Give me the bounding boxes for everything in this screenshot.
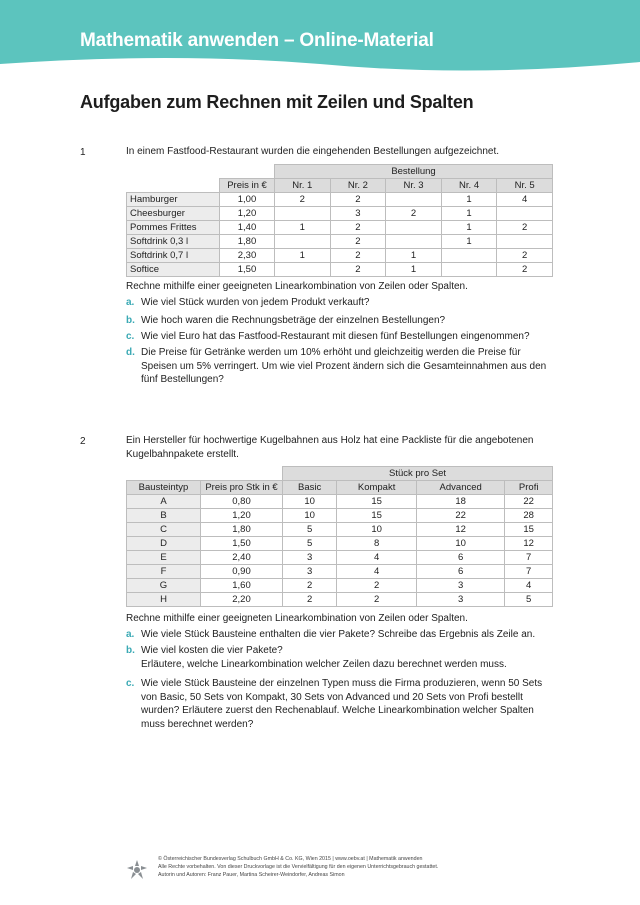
value-cell: 3 — [417, 593, 505, 607]
row-label: B — [127, 509, 201, 523]
task-2-intro: Ein Hersteller für hochwertige Kugelbahnen aus Holz hat eine Packliste für die angebotenen Kugelbahnpakete erstellt. — [126, 435, 534, 460]
row-label: A — [127, 495, 201, 509]
value-cell: 7 — [505, 565, 553, 579]
value-cell: 10 — [417, 537, 505, 551]
task-1-question-a — [126, 296, 556, 310]
value-cell: 4 — [505, 579, 553, 593]
value-cell — [441, 263, 497, 277]
orders-table-group-row — [127, 165, 553, 179]
price-cell: 2,40 — [201, 551, 283, 565]
column-header: Kompakt — [337, 481, 417, 495]
value-cell: 8 — [337, 537, 417, 551]
value-cell: 15 — [337, 495, 417, 509]
table-row — [127, 537, 553, 551]
value-cell: 5 — [505, 593, 553, 607]
value-cell: 10 — [283, 509, 337, 523]
question-letter: a. — [126, 297, 135, 308]
table-row — [127, 235, 553, 249]
table-row — [127, 523, 553, 537]
value-cell — [386, 235, 442, 249]
packlist-header-row — [127, 481, 553, 495]
value-cell: 2 — [337, 593, 417, 607]
column-header: Nr. 1 — [275, 179, 331, 193]
value-cell: 3 — [417, 579, 505, 593]
price-cell: 1,80 — [220, 235, 275, 249]
value-cell: 3 — [283, 565, 337, 579]
table-row — [127, 221, 553, 235]
value-cell: 2 — [330, 235, 386, 249]
value-cell: 4 — [497, 193, 553, 207]
price-header: Preis in € — [220, 179, 275, 193]
value-cell: 4 — [337, 565, 417, 579]
empty-cell — [220, 165, 275, 179]
question-letter: c. — [126, 678, 135, 689]
table-row — [127, 509, 553, 523]
table-row — [127, 263, 553, 277]
price-cell: 1,40 — [220, 221, 275, 235]
value-cell: 15 — [505, 523, 553, 537]
price-cell: 0,90 — [201, 565, 283, 579]
row-label: Cheesburger — [127, 207, 220, 221]
value-cell — [275, 207, 331, 221]
type-header: Bausteintyp — [127, 481, 201, 495]
task-1-question-d — [126, 346, 556, 387]
footer-line: Alle Rechte vorbehalten. Von dieser Druckvorlage ist die Vervielfältigung für den eigenen Unterrichtsgebrauch gestattet. — [158, 864, 439, 870]
question-letter: d. — [126, 347, 135, 358]
table-row — [127, 579, 553, 593]
price-cell: 1,00 — [220, 193, 275, 207]
value-cell: 2 — [330, 221, 386, 235]
question-text: Wie viele Stück Bausteine der einzelnen Typen muss die Firma produzieren, wenn 50 Sets von Basic, 50 Sets von Kompakt, 30 Sets von Advanced und 20 Sets von Profi bestellt wurden? Erläutere zuerst den Rechenablauf. Welche Linearkombination welcher Spalten muss berechnet werden? — [141, 678, 543, 730]
task-2-question-c — [126, 677, 556, 731]
price-cell: 1,20 — [201, 509, 283, 523]
task-1-question-c — [126, 330, 556, 344]
value-cell: 1 — [275, 221, 331, 235]
price-header: Preis pro Stk in € — [201, 481, 283, 495]
value-cell: 10 — [283, 495, 337, 509]
value-cell: 5 — [283, 537, 337, 551]
task-2-instruction: Rechne mithilfe einer geeigneten Linearkombination von Zeilen oder Spalten. — [126, 613, 468, 624]
price-cell: 1,60 — [201, 579, 283, 593]
row-label: H — [127, 593, 201, 607]
value-cell: 2 — [283, 593, 337, 607]
value-cell: 3 — [283, 551, 337, 565]
value-cell: 2 — [330, 249, 386, 263]
value-cell: 5 — [283, 523, 337, 537]
column-header: Nr. 4 — [441, 179, 497, 193]
table-row — [127, 551, 553, 565]
orders-table-header-row — [127, 179, 553, 193]
value-cell: 22 — [505, 495, 553, 509]
question-text: Wie hoch waren die Rechnungsbeträge der einzelnen Bestellungen? — [141, 315, 446, 326]
value-cell: 2 — [330, 193, 386, 207]
empty-cell — [201, 467, 283, 481]
value-cell: 3 — [330, 207, 386, 221]
table-row — [127, 207, 553, 221]
empty-cell — [127, 165, 220, 179]
question-text: Wie viele Stück Bausteine enthalten die vier Pakete? Schreibe das Ergebnis als Zeile an. — [141, 629, 536, 640]
row-label: Softdrink 0,3 l — [127, 235, 220, 249]
empty-cell — [127, 467, 201, 481]
task-number-1: 1 — [80, 147, 86, 158]
row-label: D — [127, 537, 201, 551]
price-cell: 2,20 — [201, 593, 283, 607]
table-row — [127, 593, 553, 607]
table-row — [127, 495, 553, 509]
value-cell: 2 — [497, 263, 553, 277]
value-cell: 6 — [417, 551, 505, 565]
column-header: Nr. 5 — [497, 179, 553, 193]
question-text: Wie viel Stück wurden von jedem Produkt verkauft? — [141, 297, 370, 308]
question-text: Erläutere, welche Linearkombination welcher Zeilen dazu berechnet werden muss. — [141, 658, 507, 670]
task-1-instruction: Rechne mithilfe einer geeigneten Linearkombination von Zeilen oder Spalten. — [126, 281, 468, 292]
question-text: Wie viel Euro hat das Fastfood-Restaurant mit diesen fünf Bestellungen eingenommen? — [141, 331, 530, 342]
row-label: F — [127, 565, 201, 579]
orders-table-body — [127, 193, 553, 277]
table-row — [127, 193, 553, 207]
value-cell: 1 — [441, 235, 497, 249]
column-header: Profi — [505, 481, 553, 495]
footer-text — [158, 855, 578, 879]
column-header: Basic — [283, 481, 337, 495]
question-text: Wie viel kosten die vier Pakete? — [141, 645, 283, 656]
footer-line: Autorin und Autoren: Franz Pauer, Martina Scheirer-Weindorfer, Andreas Simon — [158, 872, 345, 878]
table-row — [127, 565, 553, 579]
question-text: Die Preise für Getränke werden um 10% erhöht und gleichzeitig werden die Preise für Speisen um 5% verringert. Um wie viel Prozent ändern sich die Gesamteinnahmen aus den fünf Bestellungen? — [141, 347, 547, 385]
value-cell: 18 — [417, 495, 505, 509]
row-label: E — [127, 551, 201, 565]
value-cell: 2 — [275, 193, 331, 207]
packlist-table-body — [127, 495, 553, 607]
packlist-table — [126, 466, 553, 607]
value-cell — [275, 235, 331, 249]
value-cell: 15 — [337, 509, 417, 523]
value-cell: 1 — [441, 221, 497, 235]
packlist-group-header: Stück pro Set — [283, 467, 553, 481]
page-title: Aufgaben zum Rechnen mit Zeilen und Spalten — [80, 92, 474, 112]
column-header: Nr. 3 — [386, 179, 442, 193]
value-cell — [497, 207, 553, 221]
value-cell: 2 — [283, 579, 337, 593]
task-1-question-b — [126, 314, 556, 328]
price-cell: 1,80 — [201, 523, 283, 537]
header-banner — [0, 0, 640, 72]
orders-table — [126, 164, 553, 277]
value-cell — [386, 221, 442, 235]
value-cell: 2 — [497, 221, 553, 235]
value-cell: 2 — [337, 579, 417, 593]
value-cell: 4 — [337, 551, 417, 565]
column-header: Nr. 2 — [330, 179, 386, 193]
row-label: Softice — [127, 263, 220, 277]
table-row — [127, 249, 553, 263]
task-2-question-a — [126, 628, 556, 642]
price-cell: 1,50 — [220, 263, 275, 277]
value-cell: 2 — [386, 207, 442, 221]
value-cell: 12 — [505, 537, 553, 551]
footer-line: © Österreichischer Bundesverlag Schulbuch GmbH & Co. KG, Wien 2015 | www.oebv.at | Mathematik anwenden — [158, 856, 423, 862]
value-cell — [441, 249, 497, 263]
row-label: C — [127, 523, 201, 537]
row-label: Pommes Frittes — [127, 221, 220, 235]
row-label: Hamburger — [127, 193, 220, 207]
value-cell — [497, 235, 553, 249]
column-header: Advanced — [417, 481, 505, 495]
price-cell: 2,30 — [220, 249, 275, 263]
question-letter: a. — [126, 629, 135, 640]
price-cell: 1,20 — [220, 207, 275, 221]
value-cell: 1 — [441, 207, 497, 221]
task-number-2: 2 — [80, 436, 86, 447]
row-label: G — [127, 579, 201, 593]
value-cell — [275, 263, 331, 277]
question-letter: c. — [126, 331, 135, 342]
question-letter: b. — [126, 645, 135, 656]
value-cell: 7 — [505, 551, 553, 565]
value-cell: 22 — [417, 509, 505, 523]
value-cell: 10 — [337, 523, 417, 537]
header-title: Mathematik anwenden – Online-Material — [80, 30, 434, 51]
value-cell: 12 — [417, 523, 505, 537]
value-cell: 1 — [386, 263, 442, 277]
price-cell: 1,50 — [201, 537, 283, 551]
value-cell: 1 — [386, 249, 442, 263]
question-letter: b. — [126, 315, 135, 326]
value-cell: 1 — [441, 193, 497, 207]
empty-cell — [127, 179, 220, 193]
task-1-intro: In einem Fastfood-Restaurant wurden die eingehenden Bestellungen aufgezeichnet. — [126, 146, 500, 157]
value-cell — [386, 193, 442, 207]
value-cell: 2 — [330, 263, 386, 277]
price-cell: 0,80 — [201, 495, 283, 509]
value-cell: 2 — [497, 249, 553, 263]
value-cell: 28 — [505, 509, 553, 523]
orders-group-header: Bestellung — [275, 165, 553, 179]
packlist-group-row — [127, 467, 553, 481]
row-label: Softdrink 0,7 l — [127, 249, 220, 263]
value-cell: 1 — [275, 249, 331, 263]
task-2-question-b — [126, 644, 556, 671]
value-cell: 6 — [417, 565, 505, 579]
oebv-logo-icon — [126, 859, 148, 881]
